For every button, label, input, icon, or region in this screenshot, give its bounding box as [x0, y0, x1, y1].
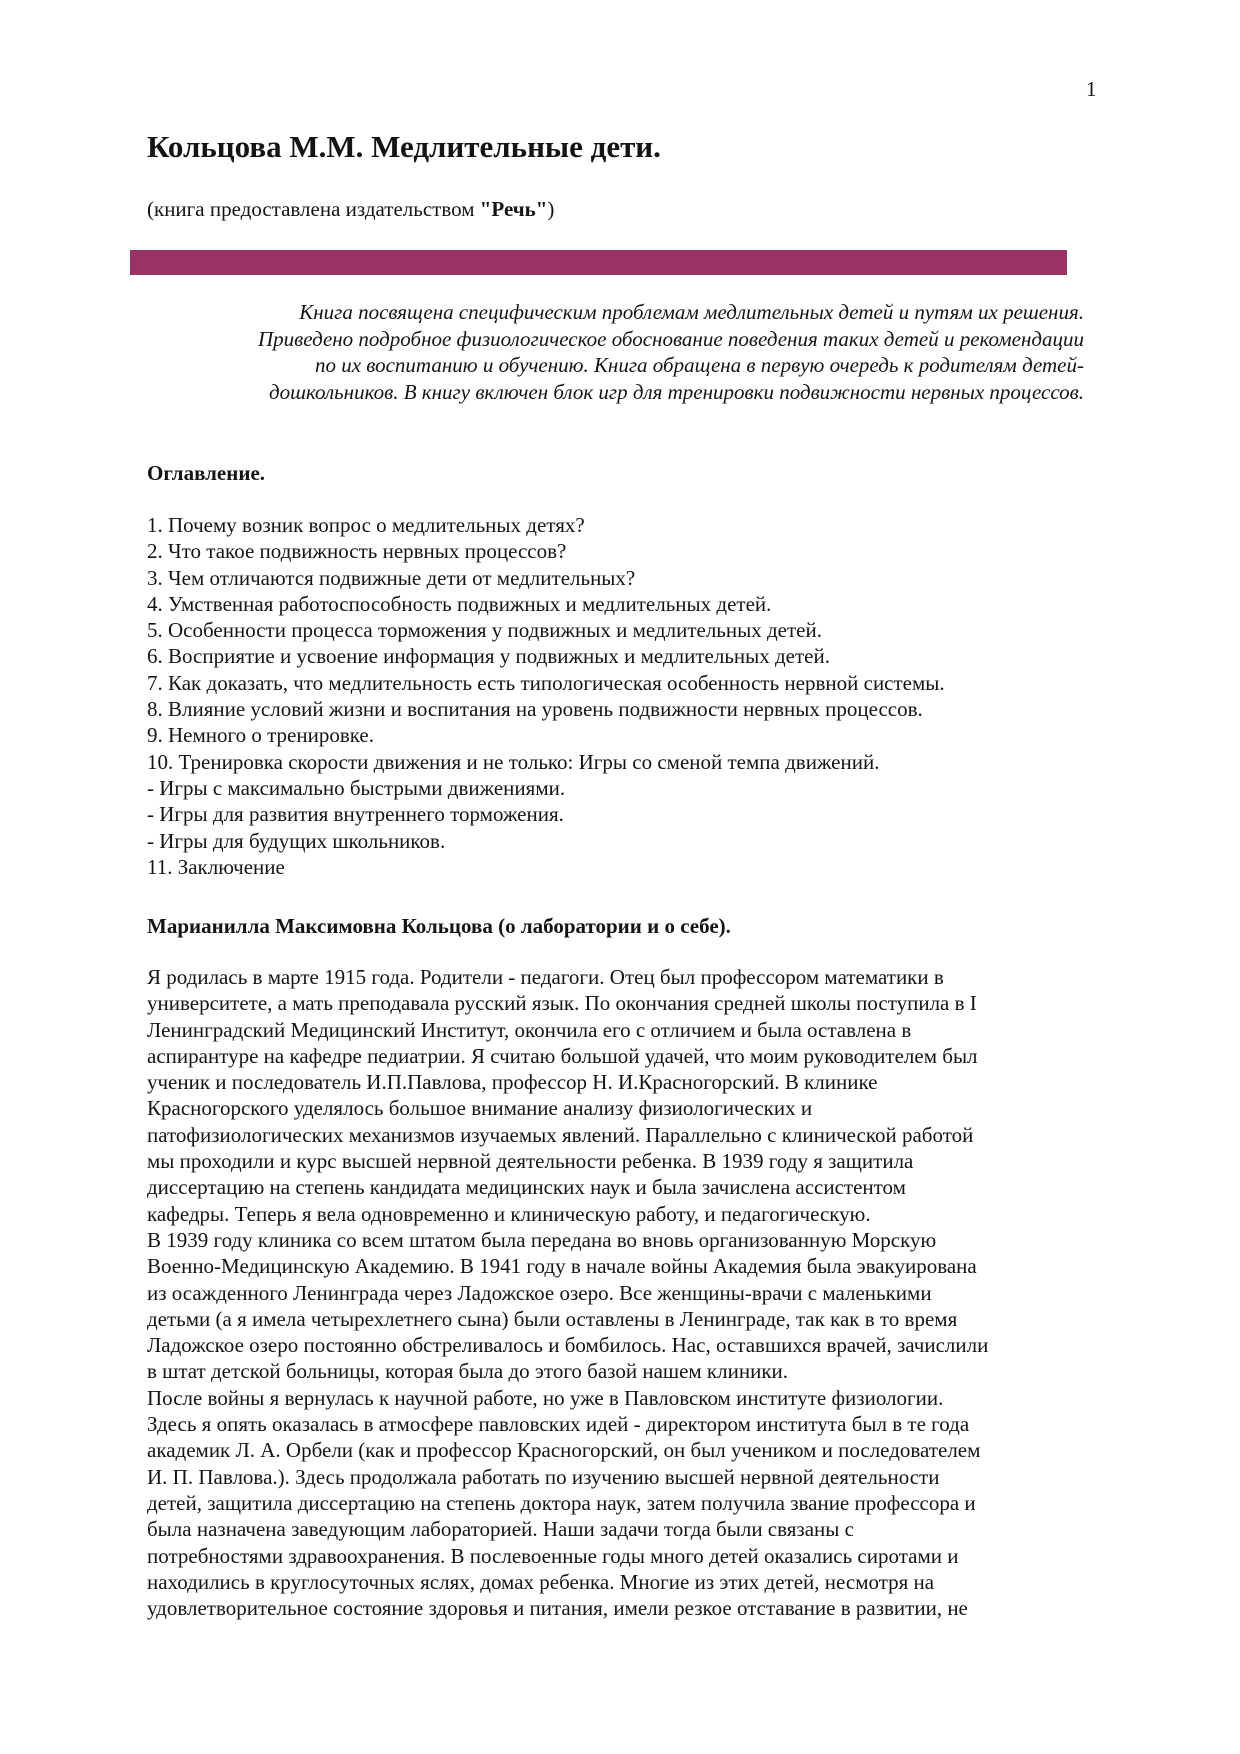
bio-line: удовлетворительное состояние здоровья и питания, имели резкое отставание в развитии, не: [147, 1596, 968, 1621]
table-of-contents: [147, 512, 945, 880]
bio-line: И. П. Павлова.). Здесь продолжала работать по изучению высшей нервной деятельности: [147, 1464, 940, 1489]
bio-line: Красногорского уделялось большое внимание анализу физиологических и: [147, 1096, 813, 1121]
book-title: Кольцова М.М. Медлительные дети.: [147, 129, 661, 164]
publisher-note-suffix: ): [547, 197, 555, 221]
bio-line: в штат детской больницы, которая была до этого базой нашем клиники.: [147, 1359, 789, 1384]
bio-line: аспирантуре на кафедре педиатрии. Я считаю большой удачей, что моим руководителем был: [147, 1043, 978, 1068]
page-number: 1: [1086, 77, 1097, 101]
bio-line: В 1939 году клиника со всем штатом была передана во вновь организованную Морскую: [147, 1227, 937, 1252]
bio-line: Ленинградский Медицинский Институт, окончила его с отличием и была оставлена в: [147, 1017, 912, 1042]
toc-subitem: - Игры для будущих школьников.: [147, 828, 446, 853]
bio-line: детьми (а я имела четырехлетнего сына) были оставлены в Ленинграде, так как в то время: [147, 1306, 958, 1331]
bio-line: кафедры. Теперь я вела одновременно и клиническую работу, и педагогическую.: [147, 1201, 871, 1226]
bio-line: из осажденного Ленинграда через Ладожское озеро. Все женщины-врачи с маленькими: [147, 1280, 932, 1305]
toc-item: 3. Чем отличаются подвижные дети от медлительных?: [147, 565, 636, 590]
bio-line: Здесь я опять оказалась в атмосфере павловских идей - директором института был в те года: [147, 1412, 970, 1437]
bio-line: была назначена заведующим лабораторией. Наши задачи тогда были связаны с: [147, 1517, 854, 1542]
toc-item: 7. Как доказать, что медлительность есть типологическая особенность нервной системы.: [147, 670, 945, 695]
toc-item: 8. Влияние условий жизни и воспитания на уровень подвижности нервных процессов.: [147, 697, 923, 722]
toc-item: 10. Тренировка скорости движения и не только: Игры со сменой темпа движений.: [147, 749, 880, 774]
book-abstract: [150, 299, 1084, 405]
toc-item: 1. Почему возник вопрос о медлительных детях?: [147, 513, 585, 537]
publisher-name: "Речь": [479, 197, 548, 221]
abstract-line: Приведено подробное физиологическое обоснование поведения таких детей и рекомендации: [257, 326, 1084, 351]
toc-item: 11. Заключение: [147, 854, 285, 879]
bio-line: академик Л. А. Орбели (как и профессор Красногорский, он был учеником и последователем: [147, 1438, 981, 1463]
bio-line: потребностями здравоохранения. В послевоенные годы много детей оказались сиротами и: [147, 1543, 959, 1568]
bio-heading: Марианилла Максимовна Кольцова (о лаборатории и о себе).: [147, 914, 731, 938]
bio-line: Я родилась в марте 1915 года. Родители - педагоги. Отец был профессором математики в: [147, 965, 944, 989]
bio-line: Ладожское озеро постоянно обстреливалось и бомбилось. Нас, оставшихся врачей, зачислили: [147, 1333, 989, 1358]
abstract-line: дошкольников. В книгу включен блок игр для тренировки подвижности нервных процессов.: [268, 379, 1084, 404]
abstract-line: Книга посвящена специфическим проблемам медлительных детей и путям их решения.: [299, 300, 1084, 324]
bio-line: университете, а мать преподавала русский язык. По окончания средней школы поступила в I: [147, 991, 977, 1016]
bio-line: Военно-Медицинскую Академию. В 1941 году в начале войны Академия была эвакуирована: [147, 1254, 977, 1279]
bio-line: детей, защитила диссертацию на степень доктора наук, затем получила звание профессора и: [147, 1490, 976, 1515]
bio-text: [147, 964, 988, 1621]
toc-item: 4. Умственная работоспособность подвижных и медлительных детей.: [147, 591, 772, 616]
bio-line: После войны я вернулась к научной работе, но уже в Павловском институте физиологии.: [147, 1385, 944, 1410]
bio-line: патофизиологических механизмов изучаемых явлений. Параллельно с клинической работой: [147, 1122, 974, 1147]
toc-subitem: - Игры для развития внутреннего торможения.: [147, 802, 564, 827]
toc-item: 2. Что такое подвижность нервных процессов?: [147, 539, 567, 564]
bio-line: диссертацию на степень кандидата медицинских наук и была зачислена ассистентом: [147, 1175, 906, 1200]
toc-subitem: - Игры с максимально быстрыми движениями.: [147, 775, 566, 800]
divider-bar: [130, 250, 1067, 275]
bio-line: находились в круглосуточных яслях, домах ребенка. Многие из этих детей, несмотря на: [147, 1569, 935, 1594]
publisher-note-prefix: (книга предоставлена издательством: [147, 197, 480, 221]
toc-item: 6. Восприятие и усвоение информация у подвижных и медлительных детей.: [147, 644, 830, 669]
toc-item: 9. Немного о тренировке.: [147, 723, 375, 748]
abstract-line: по их воспитанию и обучению. Книга обращена в первую очередь к родителям детей-: [314, 353, 1084, 377]
toc-heading: Оглавление.: [147, 461, 266, 485]
toc-item: 5. Особенности процесса торможения у подвижных и медлительных детей.: [147, 618, 822, 643]
bio-line: мы проходили и курс высшей нервной деятельности ребенка. В 1939 году я защитила: [147, 1149, 914, 1174]
bio-line: ученик и последователь И.П.Павлова, профессор Н. И.Красногорский. В клинике: [147, 1070, 878, 1095]
publisher-note: [147, 196, 554, 222]
